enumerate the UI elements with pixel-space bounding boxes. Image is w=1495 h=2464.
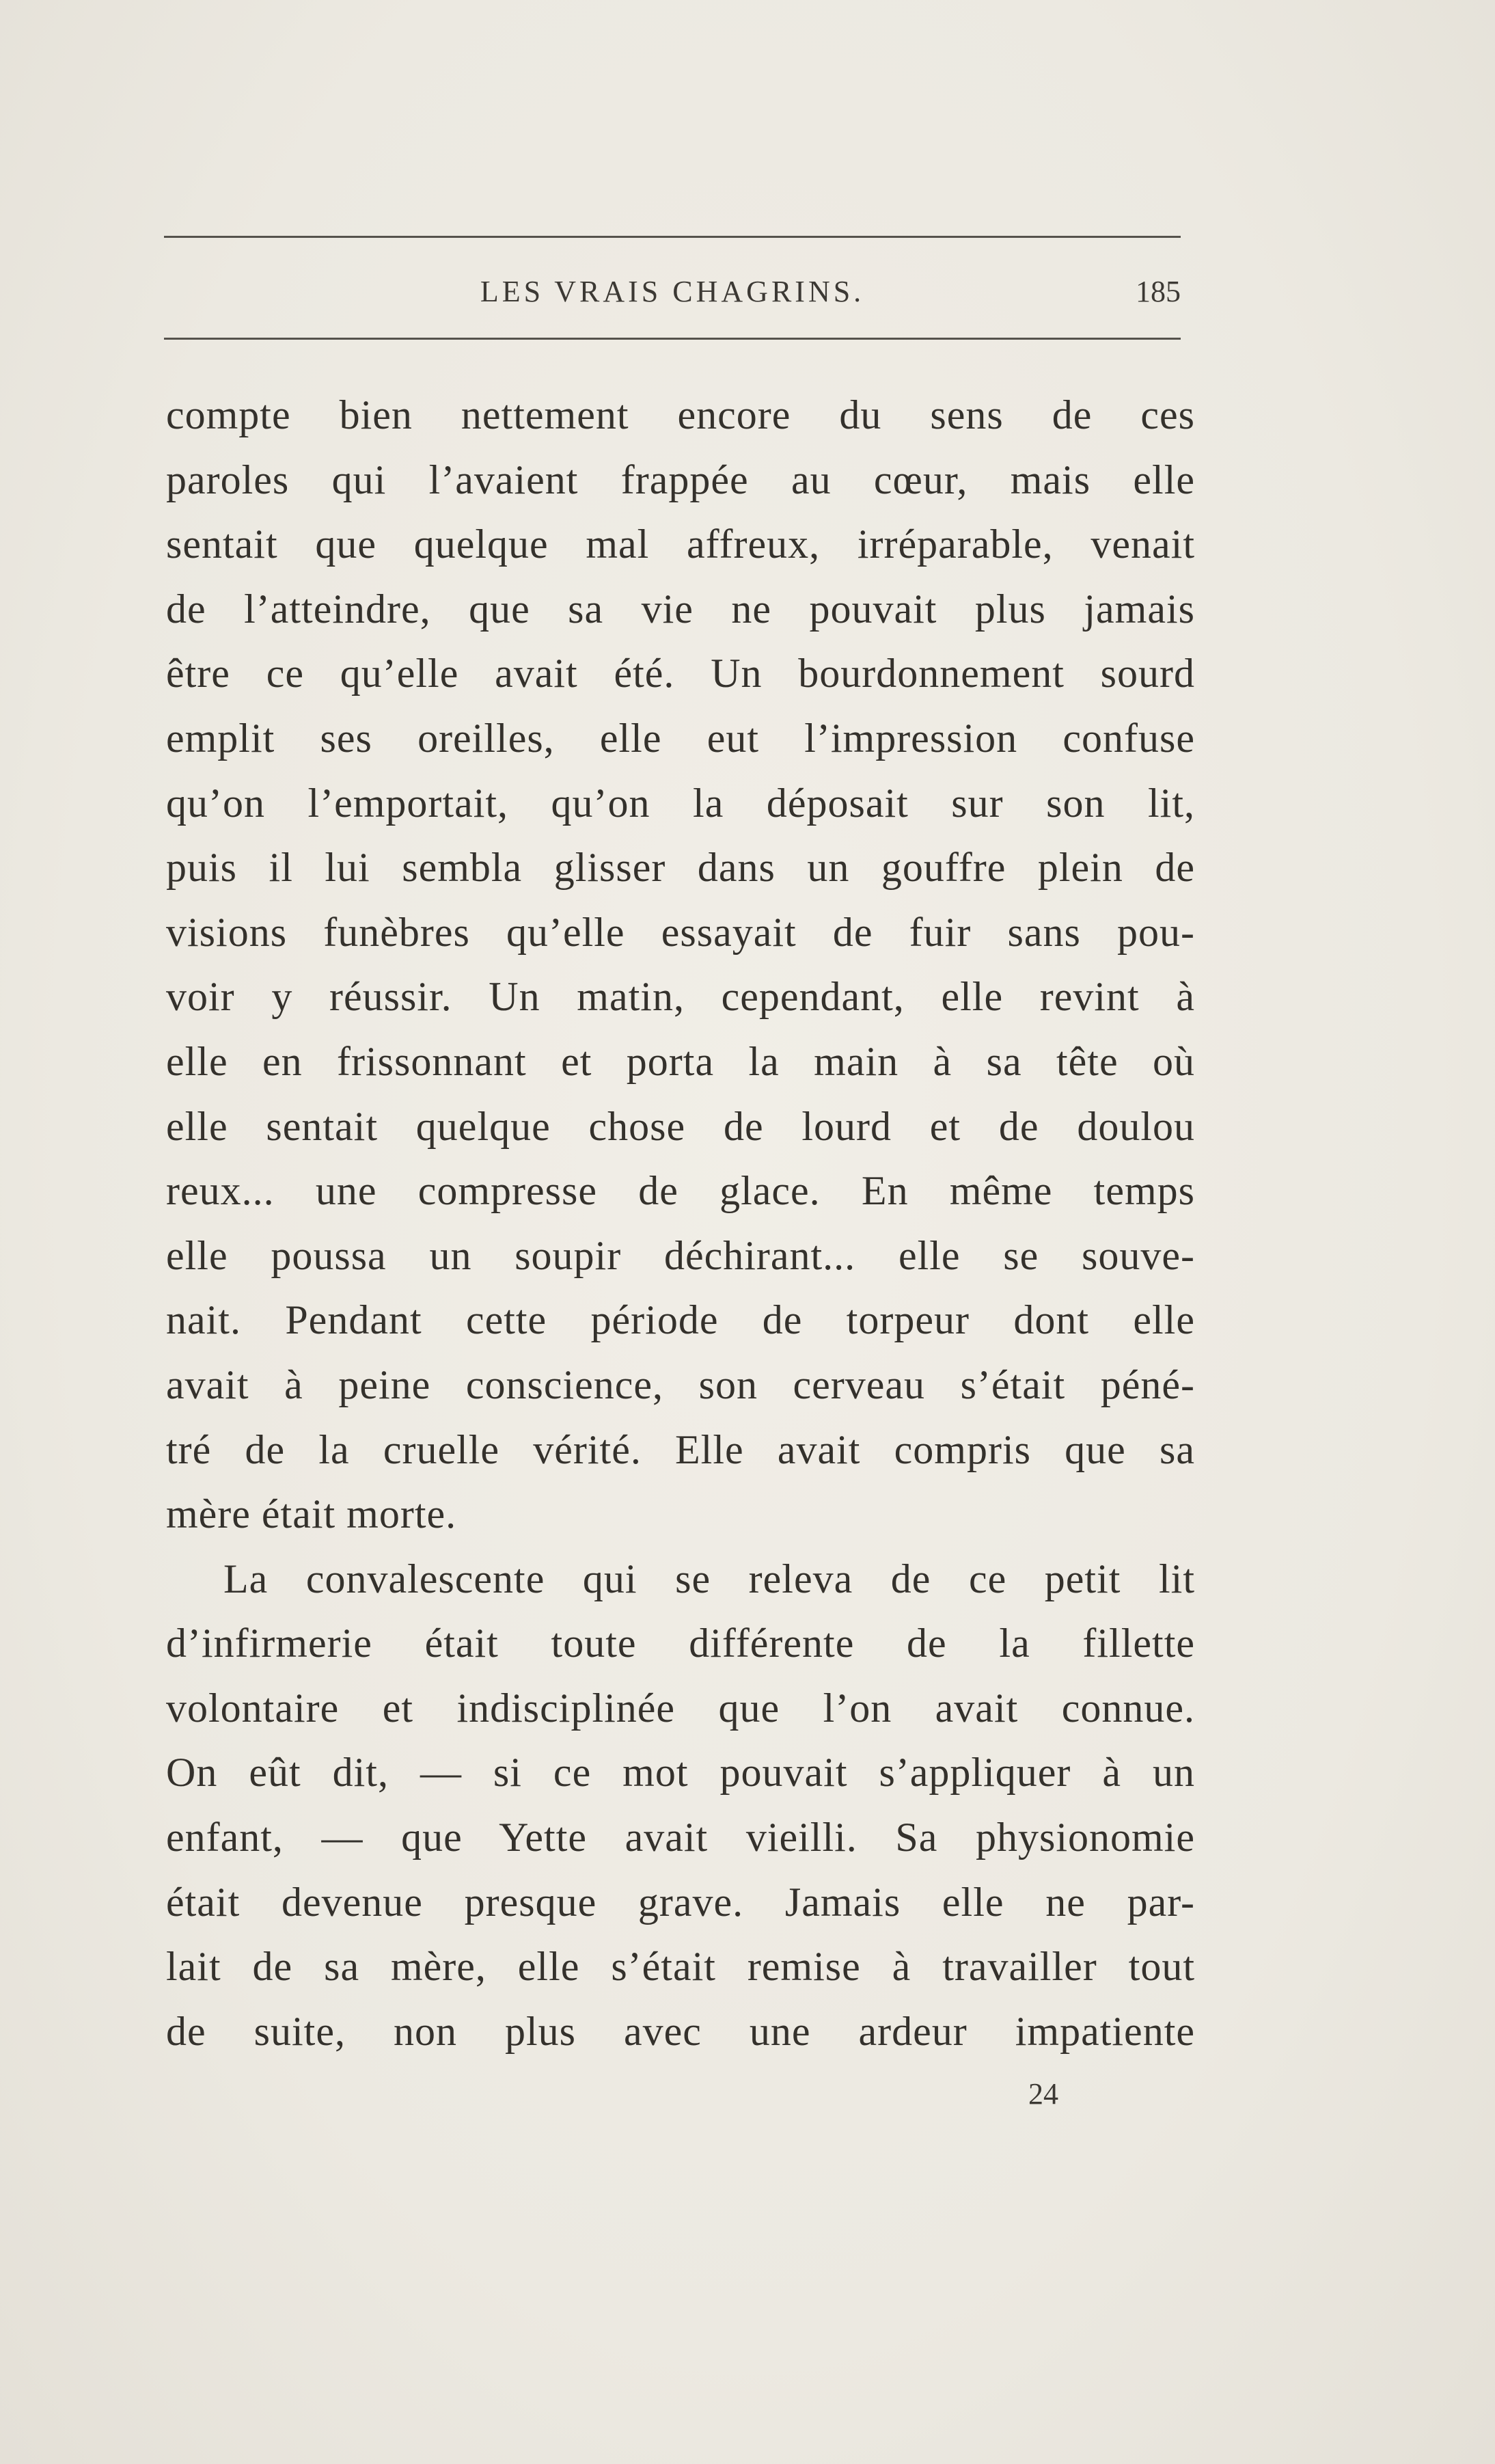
running-title: LES VRAIS CHAGRINS. xyxy=(480,275,865,308)
paragraph-1 xyxy=(166,383,1195,1547)
text-line: paroles qui l’avaient frappée au cœur, mais elle xyxy=(166,457,1195,502)
text-line: compte bien nettement encore du sens de ces xyxy=(166,392,1195,437)
text-line: mère était morte. xyxy=(166,1491,457,1537)
text-line: enfant, — que Yette avait vieilli. Sa physionomie xyxy=(166,1815,1195,1860)
body-text xyxy=(166,383,1195,2063)
text-line: nait. Pendant cette période de torpeur dont elle xyxy=(166,1297,1195,1343)
text-line: elle sentait quelque chose de lourd et de doulou xyxy=(166,1103,1195,1149)
header-bottom-rule xyxy=(164,338,1181,340)
text-line: tré de la cruelle vérité. Elle avait compris que sa xyxy=(166,1426,1195,1472)
text-line: visions funèbres qu’elle essayait de fuir sans pou- xyxy=(166,909,1195,955)
text-line: voir y réussir. Un matin, cependant, elle revint à xyxy=(166,974,1195,1020)
signature-mark: 24 xyxy=(1028,2077,1058,2111)
text-line: sentait que quelque mal affreux, irréparable, venait xyxy=(166,522,1195,567)
paragraph-2 xyxy=(166,1547,1195,2064)
text-line: avait à peine conscience, son cerveau s’était péné- xyxy=(166,1362,1195,1407)
header-top-rule xyxy=(164,236,1181,238)
text-line: d’infirmerie était toute différente de la fillette xyxy=(166,1621,1195,1666)
text-line: était devenue presque grave. Jamais elle ne par- xyxy=(166,1879,1195,1925)
text-line: de suite, non plus avec une ardeur impatiente xyxy=(166,2008,1195,2054)
text-line: de l’atteindre, que sa vie ne pouvait plus jamais xyxy=(166,586,1195,632)
page-number: 185 xyxy=(1136,275,1181,308)
running-head xyxy=(164,268,1181,316)
text-line: volontaire et indisciplinée que l’on avait connue. xyxy=(166,1685,1195,1731)
text-line: être ce qu’elle avait été. Un bourdonnement sourd xyxy=(166,651,1195,696)
text-line: lait de sa mère, elle s’était remise à travailler tout xyxy=(166,1944,1195,1990)
text-line: elle poussa un soupir déchirant... elle se souve- xyxy=(166,1232,1195,1278)
text-line: puis il lui sembla glisser dans un gouffre plein de xyxy=(166,845,1195,891)
text-line: reux... une compresse de glace. En même temps xyxy=(166,1168,1195,1214)
text-line: emplit ses oreilles, elle eut l’impression confuse xyxy=(166,715,1195,761)
text-line: On eût dit, — si ce mot pouvait s’appliquer à un xyxy=(166,1750,1195,1796)
text-line: elle en frissonnant et porta la main à sa tête où xyxy=(166,1038,1195,1084)
text-line: qu’on l’emportait, qu’on la déposait sur son lit, xyxy=(166,780,1195,826)
text-line: La convalescente qui se releva de ce petit lit xyxy=(223,1556,1195,1601)
